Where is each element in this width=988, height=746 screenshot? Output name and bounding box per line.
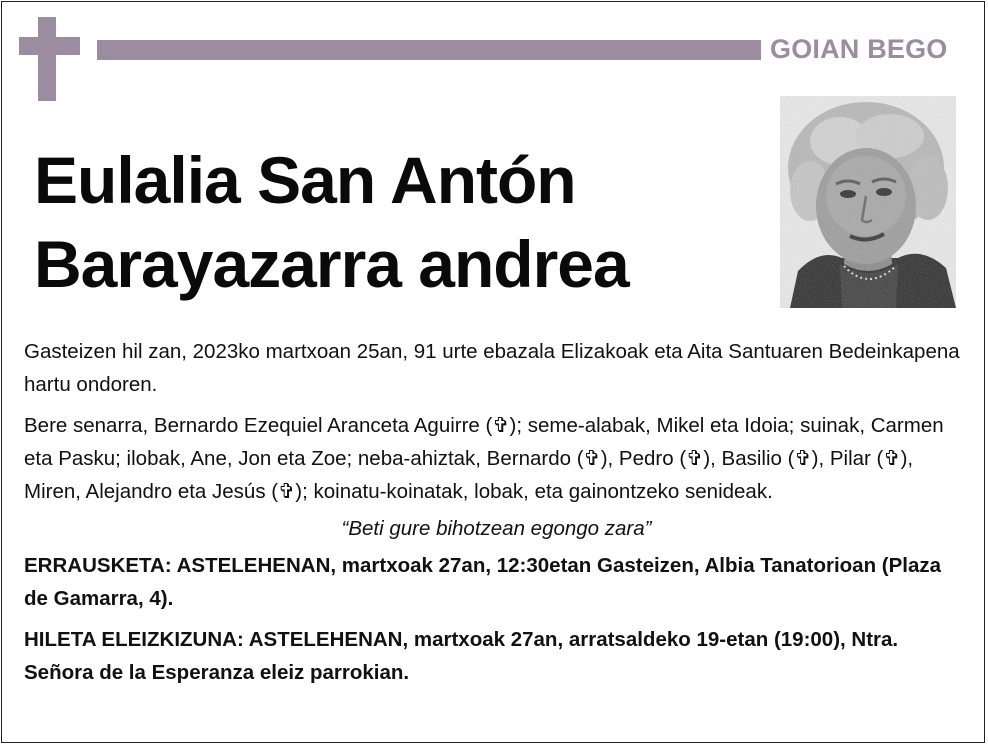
name-line-1: Eulalia San Antón bbox=[34, 143, 576, 217]
portrait-photo bbox=[780, 96, 956, 308]
cremation-text: ERRAUSKETA: ASTELEHENAN, martxoak 27an, 12:30etan Gasteizen, Albia Tanatorioan (Plaza de Gamarra, 4). bbox=[24, 554, 942, 610]
notice-body bbox=[24, 335, 969, 697]
death-notice-text: Gasteizen hil zan, 2023ko martxoan 25an, 91 urte ebazala Elizakoak eta Aita Santuaren Bedeinkapena hartu ondoren. bbox=[24, 340, 960, 396]
cross-icon-arm bbox=[19, 37, 80, 55]
cross-icon bbox=[38, 17, 56, 101]
deceased-name bbox=[34, 138, 629, 306]
header-tag: GOIAN BEGO bbox=[770, 34, 948, 64]
quote-text: “Beti gure bihotzean egongo zara” bbox=[341, 517, 652, 540]
header-bar bbox=[97, 40, 761, 60]
funeral-text: HILETA ELEIZKIZUNA: ASTELEHENAN, martxoak 27an, arratsaldeko 19-etan (19:00), Ntra. Señora de la Esperanza eleiz parrokian. bbox=[24, 628, 899, 684]
name-line-2: Barayazarra andrea bbox=[34, 227, 629, 301]
portrait-image bbox=[780, 96, 956, 308]
family-text: Bere senarra, Bernardo Ezequiel Aranceta Aguirre (✞); seme-alabak, Mikel eta Idoia; suinak, Carmen eta Pasku; ilobak, Ane, Jon eta Zoe; neba-ahiztak, Bernardo (✞), Pedro (✞), Basilio (✞), Pilar (✞), Miren, Alejandro eta Jesús (✞); koinatu-koinatak, lobak, eta gainontzeko senideak. bbox=[24, 414, 944, 503]
